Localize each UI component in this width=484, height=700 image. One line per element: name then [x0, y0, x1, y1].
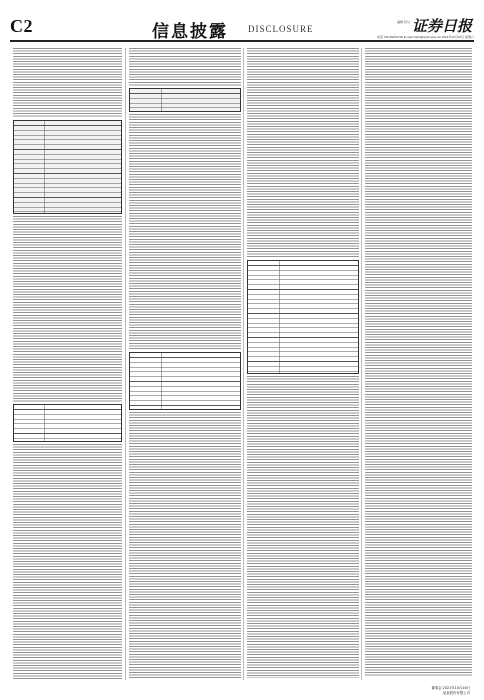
section-title-en: DISCLOSURE [248, 24, 314, 34]
data-table [247, 260, 359, 374]
body-text-block [365, 48, 472, 676]
body-text-block [247, 376, 359, 678]
newspaper-logo: 证券日报 [411, 17, 472, 35]
body-text-block [247, 48, 359, 258]
body-text-block [13, 216, 122, 402]
masthead [10, 14, 474, 42]
footer-line-2: 某某股份有限公司 [442, 691, 470, 695]
body-text-block [13, 48, 122, 118]
page-number: C2 [10, 16, 33, 36]
data-table [13, 404, 122, 442]
footer-line-1: 董事会 2021年10月16日 [431, 686, 470, 690]
body-text-block [129, 114, 241, 350]
body-text-block [129, 412, 241, 680]
contact-date-line: 电话 010-83251730 E-mail zqrb9@zqrb.sina.net 2021年10月16日 星期六 [376, 35, 474, 39]
body-text-block [13, 444, 122, 680]
body-text-block [129, 48, 241, 86]
text-column-4 [361, 48, 475, 680]
text-column-1 [10, 48, 125, 680]
section-title: 信息披露 [152, 22, 228, 42]
data-table [13, 120, 122, 214]
footer-signature [431, 686, 470, 696]
text-column-2 [125, 48, 244, 680]
text-column-3 [243, 48, 362, 680]
data-table [129, 88, 241, 112]
data-table [129, 352, 241, 410]
editor-line: 编辑 彭衍 [397, 20, 410, 24]
